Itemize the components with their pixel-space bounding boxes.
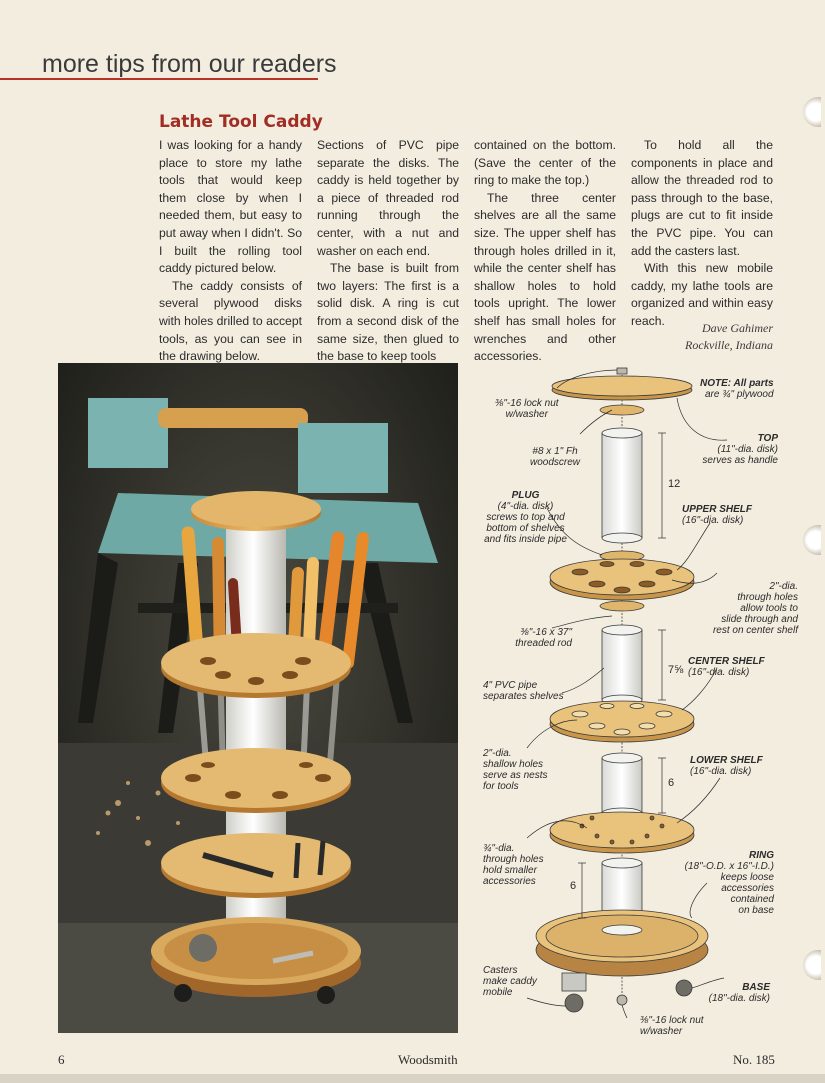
upper-shelf-label: UPPER SHELF (16"-dia. disk) [682,504,753,526]
page-edge [0,1074,825,1083]
base-label: BASE (18"-dia. disk) [708,982,770,1004]
paragraph: contained on the bottom. (Save the center of the ring to make the top.) [474,138,616,188]
paragraph: I was looking for a handy place to store my lathe tools that would keep them close by when I needed them, but easy to put away when I didn't. So I built the rolling tool caddy pictured below. [159,138,302,276]
paragraph: The three center shelves are all the same size. The upper shelf has through holes drilled in it, while the center shelf has shallow holes to hold tools upright. The lower shelf has small holes for wrenches and other accessories. [474,190,616,364]
section-header: more tips from our readers [42,50,337,78]
shallow-holes-label: 2"-dia. shallow holes serve as nests for tools [483,748,548,792]
dimension-center-pipe: 7⅝ [668,664,684,676]
binder-hole [803,97,821,127]
lock-nut-bottom-label: ⅜"-16 lock nut w/washer [640,1015,704,1037]
text-column-3 [474,137,616,366]
magazine-name: Woodsmith [398,1052,458,1067]
paragraph: With this new mobile caddy, my lathe tools are organized and within easy reach. [631,261,773,328]
paragraph: Sections of PVC pipe separate the disks. The caddy is held together by a piece of threaded rod running through the center, with a nut and washer on each end. [317,138,459,258]
dimension-base-pipe: 6 [570,880,577,892]
dimension-top-pipe: 12 [668,478,681,490]
article-title: Lathe Tool Caddy [159,112,323,132]
ring-label: RING (18"-O.D. x 16"-I.D.) keeps loose accessories contained on base [684,850,774,916]
paragraph: The caddy consists of several plywood disks with holes drilled to accept tools, as you can see in the drawing below. [159,278,302,364]
lock-nut-top-label: ⅜"-16 lock nut w/washer [495,398,559,420]
top-label: TOP (11"-dia. disk) serves as handle [702,433,778,466]
center-shelf-label: CENTER SHELF (16"-dia. disk) [688,656,765,678]
note-label: NOTE: All parts are ¾" plywood [700,378,774,400]
threaded-rod-label: ⅜"-16 x 37" threaded rod [515,627,572,649]
author-location: Rockville, Indiana [685,338,773,352]
paragraph: To hold all the components in place and allow the threaded rod to pass through to the base, plugs are cut to fit inside the PVC pipe. You can add the casters last. [631,138,773,258]
text-column-1 [159,137,302,366]
text-column-4 [631,137,773,331]
caddy-photo [58,363,458,1033]
small-holes-label: ¾"-dia. through holes hold smaller accessories [483,843,544,887]
through-holes-label: 2"-dia. through holes allow tools to slide through and rest on center shelf [712,581,798,636]
casters-label: Casters make caddy mobile [483,965,537,998]
paragraph: The base is built from two layers: The first is a solid disk. A ring is cut from a second disk of the same size, then glued to the base to keep tools [317,261,459,364]
lower-shelf-label: LOWER SHELF (16"-dia. disk) [690,755,763,777]
header-rule [0,78,318,80]
issue-number: No. 185 [733,1052,775,1067]
plug-label: PLUG (4"-dia. disk) screws to top and bottom of shelves and fits inside pipe [484,490,567,545]
dimension-lower-pipe: 6 [668,777,675,789]
page-number: 6 [58,1052,65,1067]
author-name: Dave Gahimer [702,321,773,335]
pvc-pipe-label: 4" PVC pipe separates shelves [483,680,564,702]
text-column-2 [317,137,459,366]
screw-label: #8 x 1" Fh woodscrew [530,446,581,468]
